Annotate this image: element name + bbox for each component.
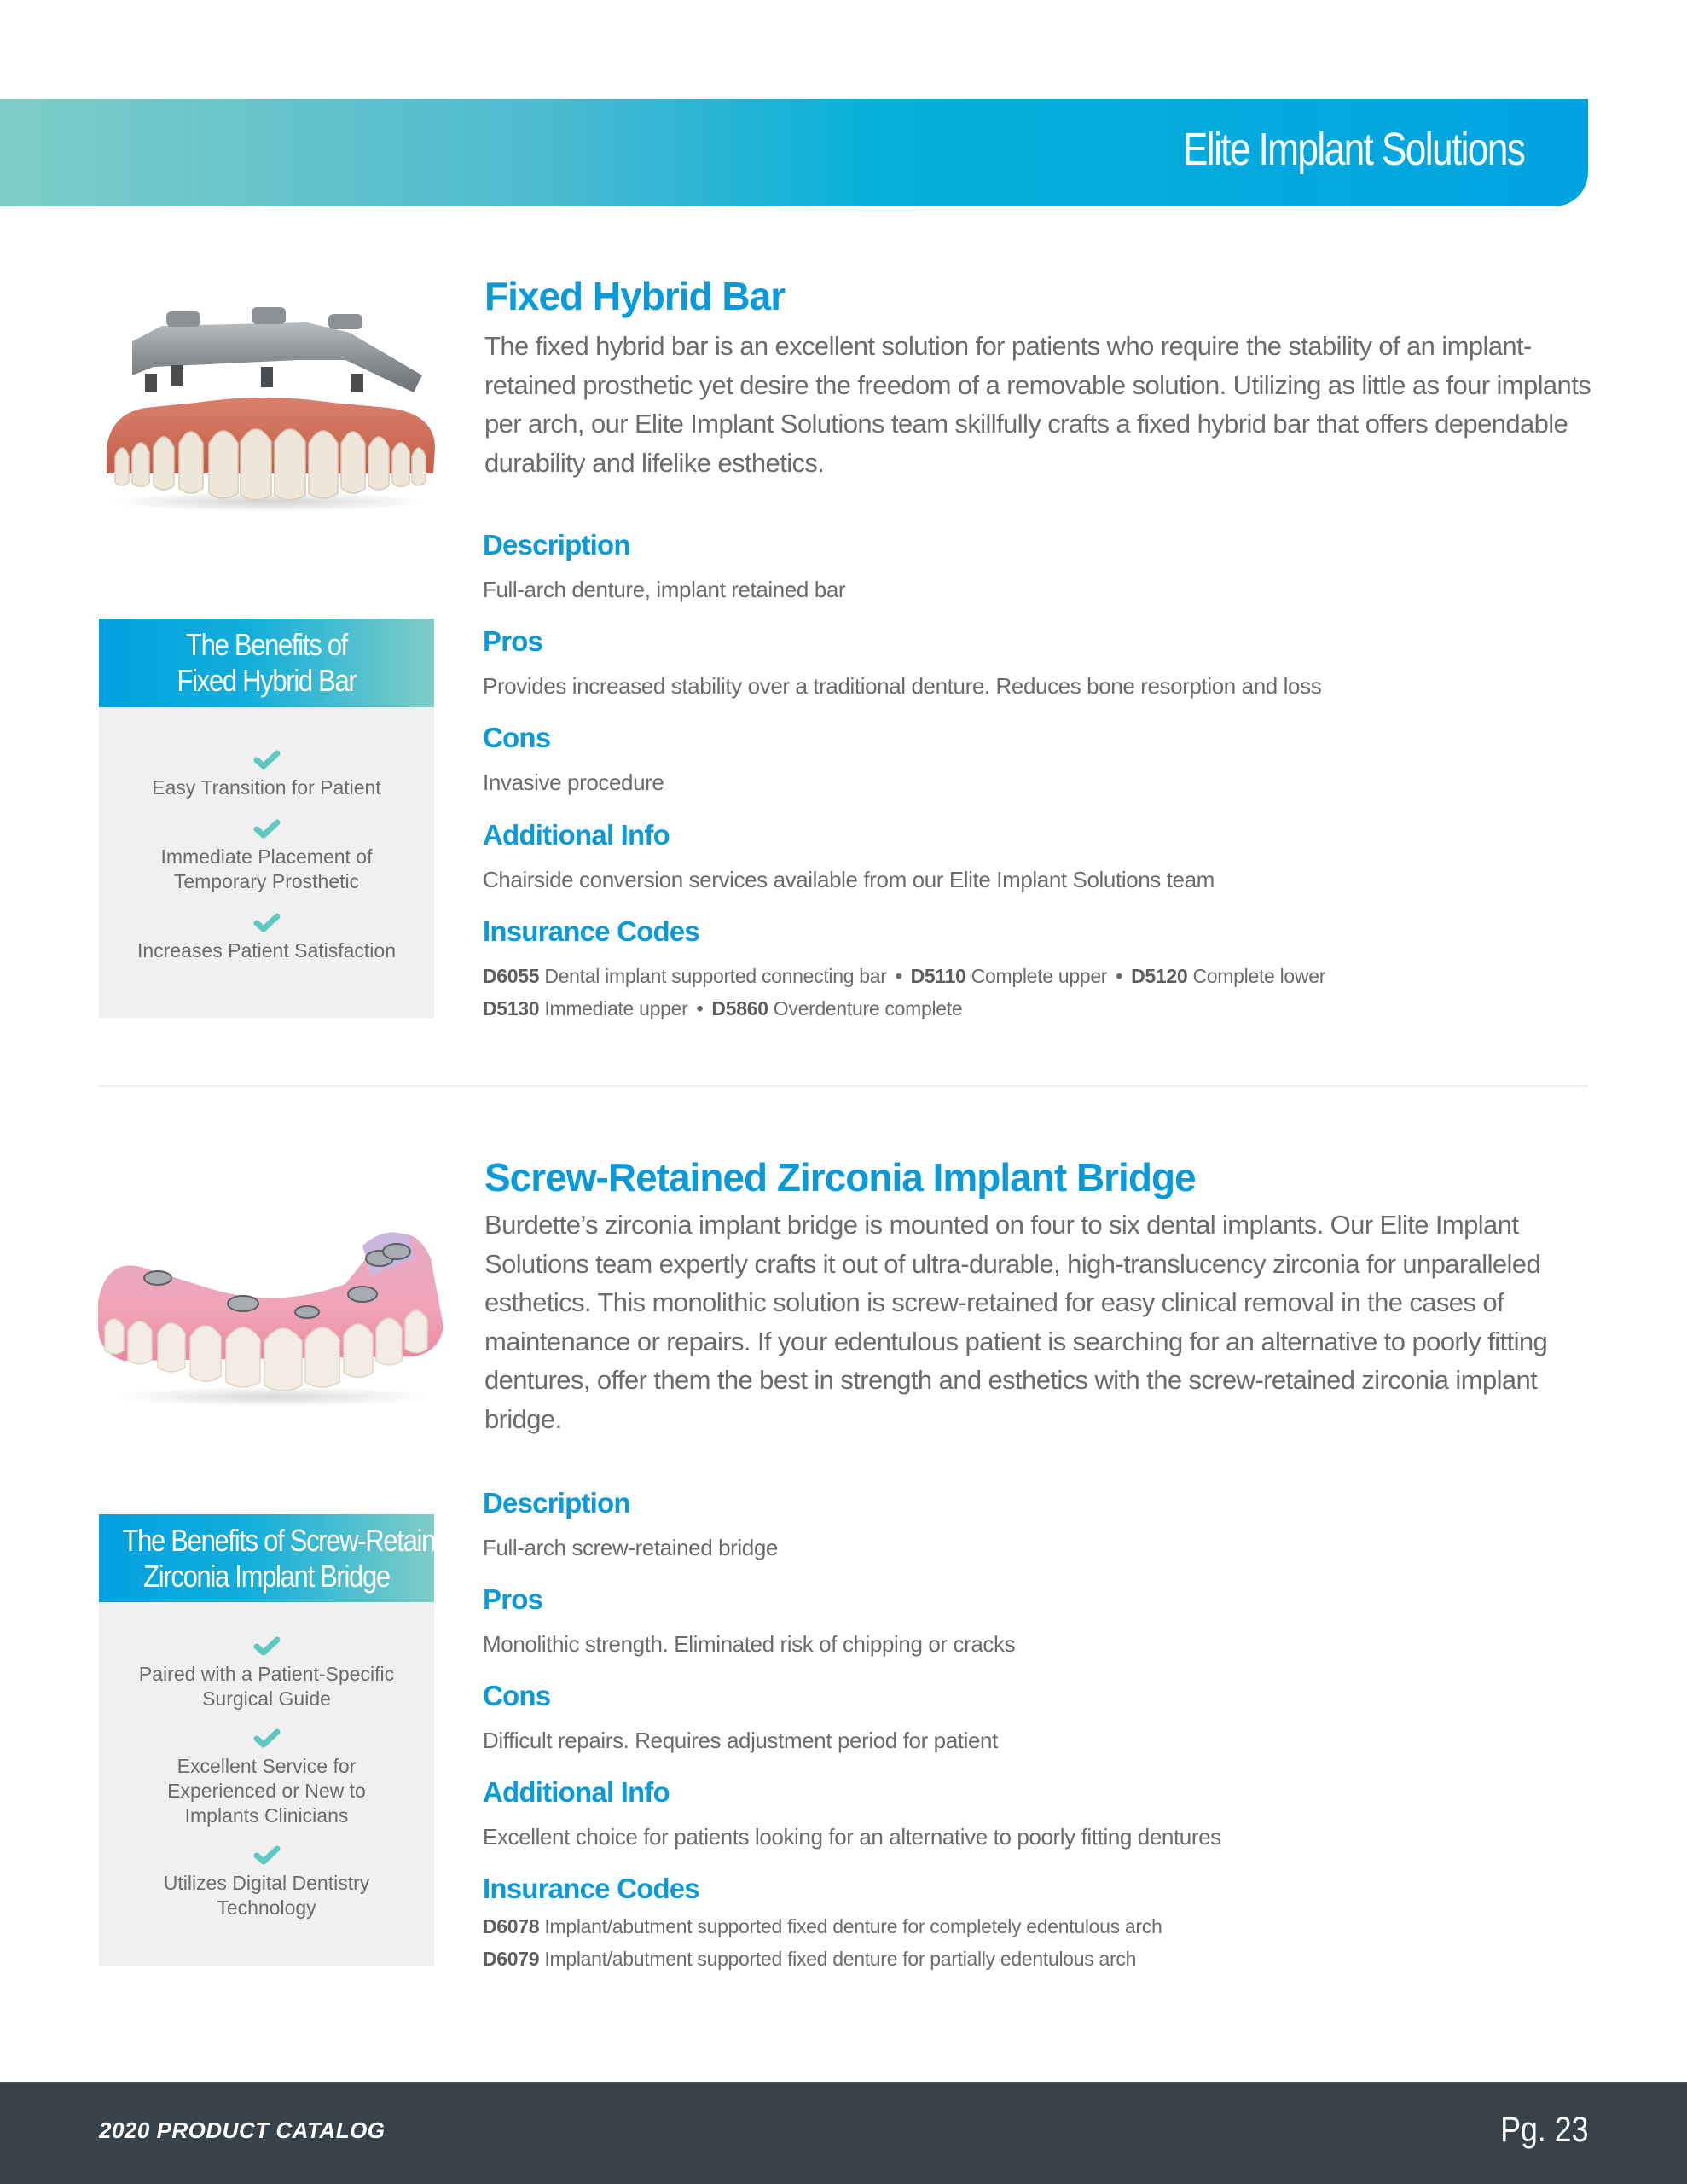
insurance-code: D5120 <box>1131 965 1188 987</box>
benefit-text: Increases Patient Satisfaction <box>137 939 396 961</box>
check-icon <box>253 913 281 933</box>
benefit-text-line: Temporary Prosthetic <box>173 870 360 892</box>
insurance-codes-heading: Insurance Codes <box>483 915 699 947</box>
zirconia-bridge-image <box>90 1207 452 1408</box>
benefit-item <box>99 750 434 800</box>
benefit-text-line: Paired with a Patient-Specific <box>138 1663 395 1685</box>
insurance-codes-line <box>483 1948 1136 1971</box>
cons-heading: Cons <box>483 1680 551 1711</box>
page-footer <box>0 2082 1687 2184</box>
denture-bar-illustration <box>94 307 443 512</box>
benefit-item <box>99 1636 434 1711</box>
insurance-code-desc: Implant/abutment supported fixed denture for completely edentulous arch <box>544 1915 1162 1937</box>
benefit-text-line: Excellent Service for <box>177 1755 357 1777</box>
description-text: Full-arch denture, implant retained bar <box>483 577 846 602</box>
benefits-header <box>99 1514 462 1602</box>
catalog-label: 2020 PRODUCT CATALOG <box>99 2117 386 2143</box>
intro-zirconia-bridge: Burdette’s zirconia implant bridge is mounted on four to six dental implants. Our Elite Implant Solutions team expertly crafts it out of ultra-durable, high-translucency zirconia for unparalleled esthetics. This monolithic solution is screw-retained for easy clinical removal in the cases of maintenance or repairs. If your edentulous patient is searching for an alternative to poorly fitting dentures, offer them the best in strength and esthetics with the screw-retained zirconia implant bridge. <box>484 1210 1548 1434</box>
check-icon <box>253 1636 281 1657</box>
bullet-separator: • <box>696 997 704 1019</box>
fixed-hybrid-bar-image <box>94 307 443 512</box>
benefit-item <box>99 913 434 963</box>
insurance-codes-line <box>483 997 962 1020</box>
description-heading: Description <box>483 529 630 561</box>
benefits-header-line: The Benefits of <box>186 627 347 662</box>
benefits-header-line: The Benefits of Screw-Retained <box>122 1522 462 1558</box>
benefits-header <box>99 619 434 707</box>
check-icon <box>253 1845 281 1866</box>
insurance-code-desc: Implant/abutment supported fixed denture for partially edentulous arch <box>544 1948 1137 1970</box>
insurance-code-desc: Complete upper <box>971 965 1108 987</box>
benefits-box-fixed-hybrid-bar <box>99 619 434 1018</box>
check-icon <box>253 819 281 839</box>
pros-text: Monolithic strength. Eliminated risk of chipping or cracks <box>483 1631 1016 1657</box>
additional-info-heading: Additional Info <box>483 1776 670 1808</box>
benefit-text-line: Surgical Guide <box>202 1687 331 1710</box>
insurance-code-desc: Overdenture complete <box>773 997 963 1019</box>
additional-info-text: Excellent choice for patients looking for an alternative to poorly fitting dentures <box>483 1824 1221 1850</box>
insurance-code: D6055 <box>483 965 540 987</box>
bullet-separator: • <box>1116 965 1123 987</box>
section-title-fixed-hybrid-bar: Fixed Hybrid Bar <box>484 274 786 318</box>
cons-heading: Cons <box>483 722 551 753</box>
benefits-header-line: Zirconia Implant Bridge <box>143 1558 390 1594</box>
insurance-code: D5110 <box>910 965 966 987</box>
benefit-text-line: Technology <box>217 1896 316 1919</box>
insurance-code-desc: Complete lower <box>1192 965 1326 987</box>
insurance-code-desc: Immediate upper <box>544 997 688 1019</box>
section-divider <box>99 1085 1588 1087</box>
page-number: Pg. 23 <box>1499 2109 1588 2149</box>
benefits-box-zirconia-bridge <box>99 1514 462 1966</box>
benefit-item <box>99 1728 434 1828</box>
banner-title: Elite Implant Solutions <box>1182 124 1524 175</box>
insurance-code-desc: Dental implant supported connecting bar <box>544 965 887 987</box>
benefit-text: Easy Transition for Patient <box>152 776 381 799</box>
benefit-text <box>99 1754 434 1828</box>
benefits-header-line: Fixed Hybrid Bar <box>177 663 357 698</box>
benefit-text-line: Implants Clinicians <box>184 1804 349 1827</box>
cons-text: Invasive procedure <box>483 770 664 795</box>
check-icon <box>253 1728 281 1749</box>
insurance-codes-heading: Insurance Codes <box>483 1873 699 1904</box>
benefit-text <box>99 1871 434 1920</box>
insurance-codes-line <box>483 965 1325 988</box>
benefit-item <box>99 819 434 894</box>
additional-info-text: Chairside conversion services available from our Elite Implant Solutions team <box>483 867 1215 892</box>
pros-heading: Pros <box>483 1583 543 1615</box>
benefit-text-line: Utilizes Digital Dentistry <box>163 1872 370 1894</box>
check-icon <box>253 750 281 770</box>
additional-info-heading: Additional Info <box>483 819 670 851</box>
section-title-zirconia-bridge: Screw-Retained Zirconia Implant Bridge <box>484 1155 1196 1199</box>
insurance-codes-line <box>483 1915 1162 1938</box>
zirconia-bridge-illustration <box>90 1207 452 1408</box>
header-banner <box>0 99 1588 206</box>
intro-fixed-hybrid-bar: The fixed hybrid bar is an excellent solution for patients who require the stability of an implant-retained prosthetic yet desire the freedom of a removable solution. Utilizing as little as four implants per arch, our Elite Implant Solutions team skillfully crafts a fixed hybrid bar that offers dependable durability and lifelike esthetics. <box>484 331 1591 478</box>
benefit-text <box>99 845 434 894</box>
description-text: Full-arch screw-retained bridge <box>483 1535 778 1560</box>
benefit-text-line: Experienced or New to <box>167 1780 366 1802</box>
benefit-item <box>99 1845 434 1920</box>
benefit-text <box>99 1662 434 1711</box>
bullet-separator: • <box>895 965 902 987</box>
pros-text: Provides increased stability over a traditional denture. Reduces bone resorption and loss <box>483 673 1322 699</box>
pros-heading: Pros <box>483 625 543 657</box>
cons-text: Difficult repairs. Requires adjustment period for patient <box>483 1728 998 1753</box>
description-heading: Description <box>483 1487 630 1519</box>
insurance-code: D6079 <box>483 1948 540 1970</box>
insurance-code: D6078 <box>483 1915 540 1937</box>
insurance-code: D5860 <box>711 997 768 1019</box>
benefit-text-line: Immediate Placement of <box>160 845 373 868</box>
insurance-code: D5130 <box>483 997 540 1019</box>
